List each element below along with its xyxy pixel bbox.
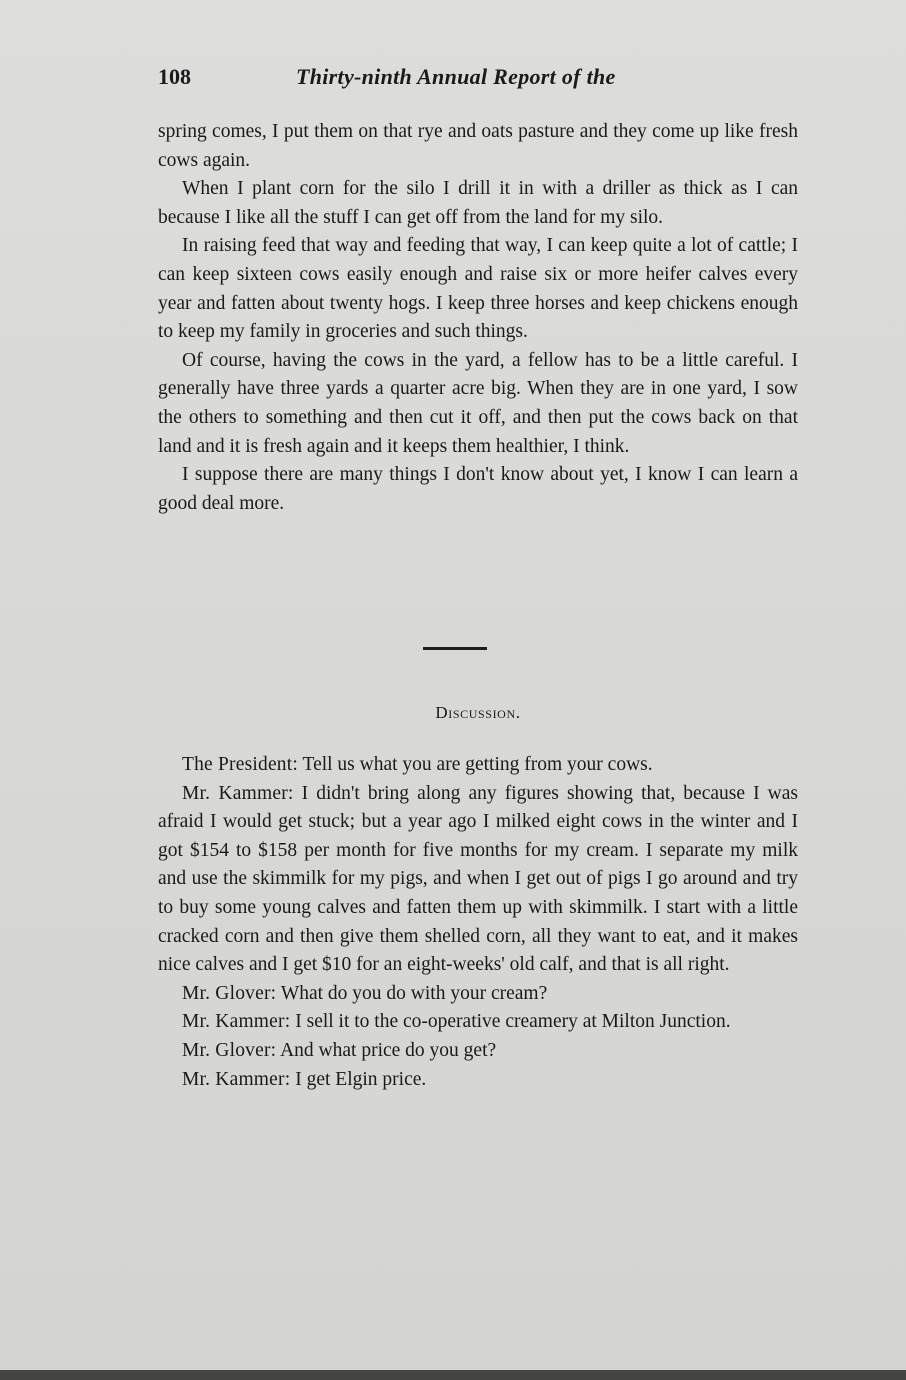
paragraph-closing: I suppose there are many things I don't know about yet, I know I can learn a good deal more.: [158, 464, 798, 514]
speaker-name: The President:: [182, 754, 298, 775]
dialogue-entry: [158, 980, 798, 1009]
dialogue-text: What do you do with your cream?: [280, 982, 548, 1004]
dialogue-entry: [158, 1066, 798, 1095]
page-header: [158, 60, 798, 100]
dialogue-entry: [158, 1008, 798, 1037]
speaker-name: Mr. Glover:: [182, 1039, 277, 1061]
dialogue-entry: [158, 1037, 798, 1066]
speaker-name: Mr. Kammer:: [182, 1011, 291, 1033]
dialogue-text: I didn't bring along any figures showing that, because I was afraid I would get stuck; but a year ago I milked eight cows in the winter and I got $154 to $158 per month for five months for my cream. I separate my milk and use the skimmilk for my pigs, and when I get out of pigs I go around and try to buy some young calves and fatten them up with skimmilk. I start with a little cracked corn and then give them shelled corn, all they want to eat, and it makes nice calves and I get $10 for an eight-weeks' old calf, and that is all right.: [158, 782, 798, 976]
speaker-name: Mr. Kammer:: [182, 782, 294, 804]
dialogue-text: I get Elgin price.: [295, 1068, 427, 1090]
page-number: 108: [158, 64, 191, 89]
paragraph-silo-corn: When I plant corn for the silo I drill it in with a driller as thick as I can because I like all the stuff I can get off from the land for my silo.: [158, 178, 798, 228]
speaker-name: Mr. Kammer:: [182, 1068, 291, 1090]
body-text-top: [158, 118, 798, 518]
speaker-name: Mr. Glover:: [182, 982, 277, 1004]
dialogue-text: Tell us what you are getting from your cows.: [302, 754, 653, 775]
paragraph-continuation: spring comes, I put them on that rye and oats pasture and they come up like fresh cows again.: [158, 121, 798, 171]
dialogue-entry: [158, 751, 798, 780]
paragraph-yards: Of course, having the cows in the yard, a fellow has to be a little careful. I generally have three yards a quarter acre big. When they are in one yard, I sow the others to something and then cut it off, and then put the cows back on that land and it is fresh again and it keeps them healthier, I think.: [158, 349, 798, 457]
running-title: Thirty-ninth Annual Report of the: [296, 64, 616, 89]
dialogue-text: I sell it to the co-operative creamery at Milton Junction.: [295, 1011, 731, 1033]
scan-edge-band: [0, 1370, 906, 1380]
paragraph-raising-feed: In raising feed that way and feeding that way, I can keep quite a lot of cattle; I can keep sixteen cows easily enough and raise six or more heifer calves every year and fatten about twenty hogs. I keep three horses and keep chickens enough to keep my family in groceries and such things.: [158, 235, 798, 343]
dialogue-text: And what price do you get?: [280, 1039, 497, 1061]
dialogue-entry: [158, 780, 798, 980]
section-divider-rule: [423, 647, 487, 650]
section-heading: Discussion.: [435, 703, 521, 722]
discussion-text: [158, 751, 798, 1094]
